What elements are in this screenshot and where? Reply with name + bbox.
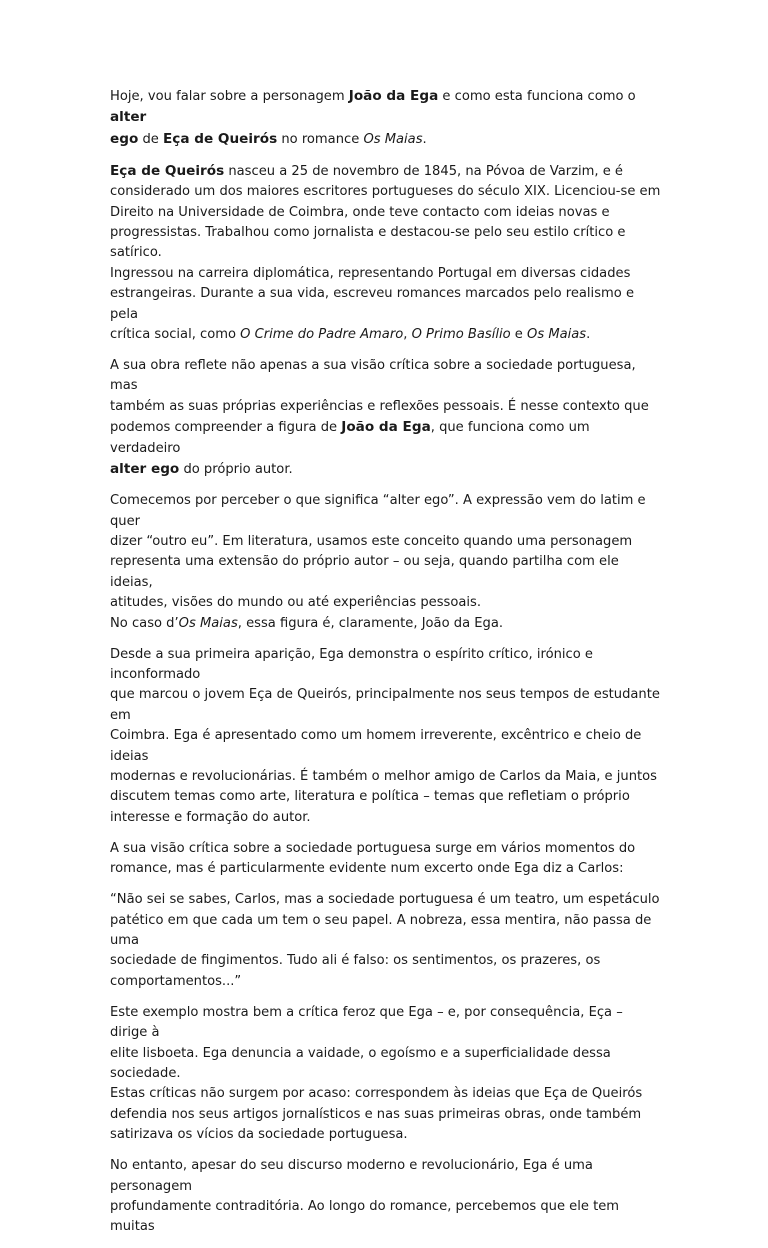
text-run: No caso d’ (110, 615, 179, 631)
paragraph-ega-character (110, 645, 662, 829)
text-run: , essa figura é, claramente, João da Ega. (237, 615, 504, 631)
italic-title: Os Maias (363, 131, 423, 147)
text-run: crítica social, como (110, 327, 241, 343)
paragraph-contradictions (110, 1156, 662, 1238)
text-run: A sua obra reflete não apenas a sua visão crítica sobre a sociedade portuguesa, mas (110, 358, 636, 394)
paragraph-quote (110, 890, 662, 992)
italic-title: O Primo Basílio (411, 327, 511, 343)
text-run: . (586, 327, 591, 343)
text-run: profundamente contraditória. Ao longo do romance, percebemos que ele tem muitas (110, 1199, 620, 1235)
text-run: e (510, 327, 528, 343)
text-run: elite lisboeta. Ega denuncia a vaidade, o egoísmo e a superficialidade dessa sociedade. (110, 1045, 611, 1082)
text-run: Direito na Universidade de Coimbra, onde teve contacto com ideias novas e (110, 204, 610, 220)
text-run: comportamentos...” (110, 973, 242, 989)
paragraph-critical-vision (110, 839, 662, 880)
bold-text: João da Ega (341, 419, 431, 436)
text-run: considerado um dos maiores escritores portugueses do século XIX. Licenciou-se em (110, 184, 661, 200)
text-run: de (138, 131, 163, 147)
text-run: A sua visão crítica sobre a sociedade portuguesa surge em vários momentos do (110, 840, 636, 856)
text-run: Desde a sua primeira aparição, Ega demonstra o espírito crítico, irónico e inconformado (110, 646, 593, 682)
text-run: modernas e revolucionárias. É também o melhor amigo de Carlos da Maia, e juntos (110, 768, 657, 784)
text-run: . (422, 131, 427, 147)
text-run: Ingressou na carreira diplomática, representando Portugal em diversas cidades (110, 265, 631, 281)
text-run: “Não sei se sabes, Carlos, mas a sociedade portuguesa é um teatro, um espetáculo (110, 892, 660, 908)
paragraph-critique-example (110, 1003, 662, 1146)
text-run: patético em que cada um tem o seu papel. A nobreza, essa mentira, não passa de uma (110, 912, 652, 948)
text-run: Coimbra. Ega é apresentado como um homem irreverente, excêntrico e cheio de ideias (110, 728, 642, 764)
bold-text: João da Ega (348, 88, 439, 104)
text-run: Hoje, vou falar sobre a personagem (110, 89, 349, 104)
text-run: podemos compreender a figura de (110, 420, 342, 436)
text-run: estrangeiras. Durante a sua vida, escreveu romances marcados pelo realismo e pela (110, 286, 635, 322)
paragraph-author-biography (110, 161, 662, 346)
text-run: discutem temas como arte, literatura e política – temas que refletiam o próprio (110, 789, 630, 805)
italic-title: Os Maias (527, 327, 587, 343)
text-run: satirizava os vícios da sociedade portuguesa. (110, 1127, 408, 1143)
paragraph-work-context (110, 356, 662, 480)
text-run: também as suas próprias experiências e reflexões pessoais. É nesse contexto que (110, 398, 649, 414)
bold-text: alter (110, 109, 147, 126)
text-run: representa uma extensão do próprio autor – ou seja, quando partilha com ele ideias, (110, 554, 619, 590)
text-run: atitudes, visões do mundo ou até experiências pessoais. (110, 595, 481, 611)
text-run: defendia nos seus artigos jornalísticos e nas suas primeiras obras, onde também (110, 1106, 642, 1122)
bold-text: Eça de Queirós (163, 130, 278, 147)
text-run: e como esta funciona como o (438, 89, 636, 104)
paragraph-alter-ego-definition (110, 491, 662, 634)
text-run: no romance (277, 131, 364, 147)
italic-title: O Crime do Padre Amaro (240, 327, 404, 343)
text-run: Comecemos por perceber o que significa “alter ego”. A expressão vem do latim e quer (110, 493, 646, 529)
text-run: nasceu a 25 de novembro de 1845, na Póvoa de Varzim, e é (224, 163, 623, 179)
text-run: No entanto, apesar do seu discurso moderno e revolucionário, Ega é uma personagem (110, 1158, 593, 1194)
text-run: interesse e formação do autor. (110, 809, 311, 825)
text-run: do próprio autor. (179, 462, 293, 478)
text-run: sociedade de fingimentos. Tudo ali é falso: os sentimentos, os prazeres, os (110, 953, 601, 969)
text-run: , que funciona como um verdadeiro (110, 420, 590, 456)
text-run: progressistas. Trabalhou como jornalista e destacou-se pelo seu estilo crítico e satírico. (110, 225, 626, 261)
paragraph-intro (110, 86, 662, 150)
text-run: Estas críticas não surgem por acaso: correspondem às ideias que Eça de Queirós (110, 1086, 643, 1102)
bold-text: alter ego (110, 461, 180, 478)
italic-title: Os Maias (178, 615, 238, 631)
text-run: romance, mas é particularmente evidente num excerto onde Ega diz a Carlos: (110, 861, 624, 877)
bold-text: Eça de Queirós (110, 162, 225, 179)
document-page (110, 86, 662, 1248)
text-run: , (403, 327, 412, 343)
text-run: dizer “outro eu”. Em literatura, usamos este conceito quando uma personagem (110, 533, 633, 549)
text-run: que marcou o jovem Eça de Queirós, principalmente nos seus tempos de estudante em (110, 687, 660, 723)
text-run: Este exemplo mostra bem a crítica feroz que Ega – e, por consequência, Eça – dirige à (110, 1004, 623, 1041)
bold-text: ego (110, 130, 139, 147)
